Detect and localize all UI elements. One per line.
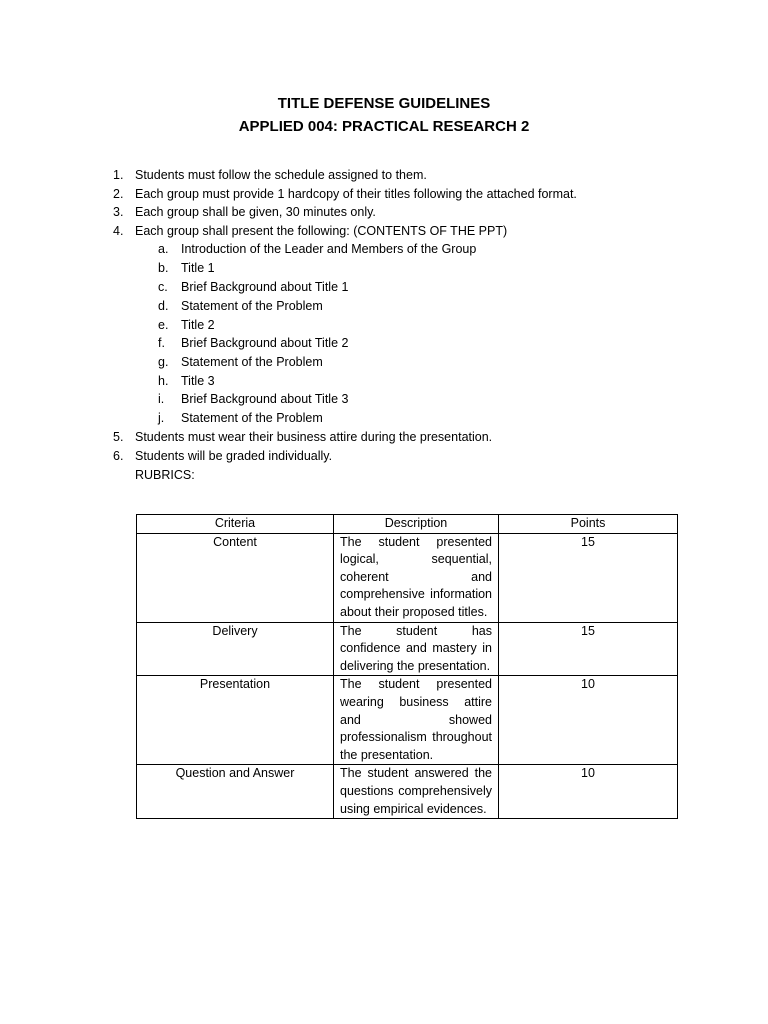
guideline-number: 6. (113, 449, 124, 463)
description-cell: The student presented logical, sequential, coherent and comprehensive information about their proposed titles. (334, 533, 499, 622)
guideline-number: 5. (113, 430, 124, 444)
content-item: Statement of the Problem (181, 355, 323, 369)
content-letter: a. (158, 242, 169, 256)
points-cell: 15 (499, 533, 678, 622)
content-letter: g. (158, 355, 169, 369)
guideline-text: Each group must provide 1 hardcopy of their titles following the attached format. (135, 187, 577, 201)
table-header-row (137, 515, 678, 534)
content-letter: d. (158, 299, 169, 313)
column-header-description: Description (334, 515, 499, 534)
content-letter: b. (158, 261, 169, 275)
criteria-cell: Presentation (137, 676, 334, 765)
rubrics-label: RUBRICS: (135, 468, 195, 482)
guideline-number: 1. (113, 168, 124, 182)
document-title: TITLE DEFENSE GUIDELINES (277, 95, 491, 112)
content-letter: c. (158, 280, 168, 294)
content-item: Brief Background about Title 1 (181, 280, 349, 294)
content-item: Brief Background about Title 2 (181, 336, 349, 350)
guideline-text: Students will be graded individually. (135, 449, 333, 463)
description-cell: The student answered the questions comprehensively using empirical evidences. (334, 765, 499, 819)
guideline-number: 2. (113, 187, 124, 201)
content-item: Title 3 (181, 374, 215, 388)
description-cell: The student presented wearing business attire and showed professionalism throughout the presentation. (334, 676, 499, 765)
table-row (137, 676, 678, 765)
points-cell: 10 (499, 676, 678, 765)
points-cell: 10 (499, 765, 678, 819)
rubric-table (136, 514, 678, 819)
table-row (137, 622, 678, 676)
content-letter: h. (158, 374, 169, 388)
content-letter: f. (158, 336, 165, 350)
document-subtitle: APPLIED 004: PRACTICAL RESEARCH 2 (238, 118, 530, 135)
table-row (137, 765, 678, 819)
table-row (137, 533, 678, 622)
column-header-criteria: Criteria (137, 515, 334, 534)
guideline-number: 4. (113, 224, 124, 238)
guideline-text: Students must follow the schedule assigned to them. (135, 168, 427, 182)
content-item: Title 2 (181, 318, 215, 332)
guideline-text: Students must wear their business attire during the presentation. (135, 430, 493, 444)
criteria-cell: Content (137, 533, 334, 622)
content-item: Statement of the Problem (181, 299, 323, 313)
guideline-text: Each group shall present the following: (CONTENTS OF THE PPT) (135, 224, 508, 238)
guideline-text: Each group shall be given, 30 minutes only. (135, 205, 376, 219)
points-cell: 15 (499, 622, 678, 676)
content-letter: e. (158, 318, 169, 332)
criteria-cell: Delivery (137, 622, 334, 676)
criteria-cell: Question and Answer (137, 765, 334, 819)
description-cell: The student has confidence and mastery in delivering the presentation. (334, 622, 499, 676)
content-item: Introduction of the Leader and Members of the Group (181, 242, 477, 256)
guideline-number: 3. (113, 205, 124, 219)
content-letter: i. (158, 392, 165, 406)
content-item: Brief Background about Title 3 (181, 392, 349, 406)
content-item: Title 1 (181, 261, 215, 275)
content-item: Statement of the Problem (181, 411, 323, 425)
column-header-points: Points (499, 515, 678, 534)
content-letter: j. (158, 411, 165, 425)
